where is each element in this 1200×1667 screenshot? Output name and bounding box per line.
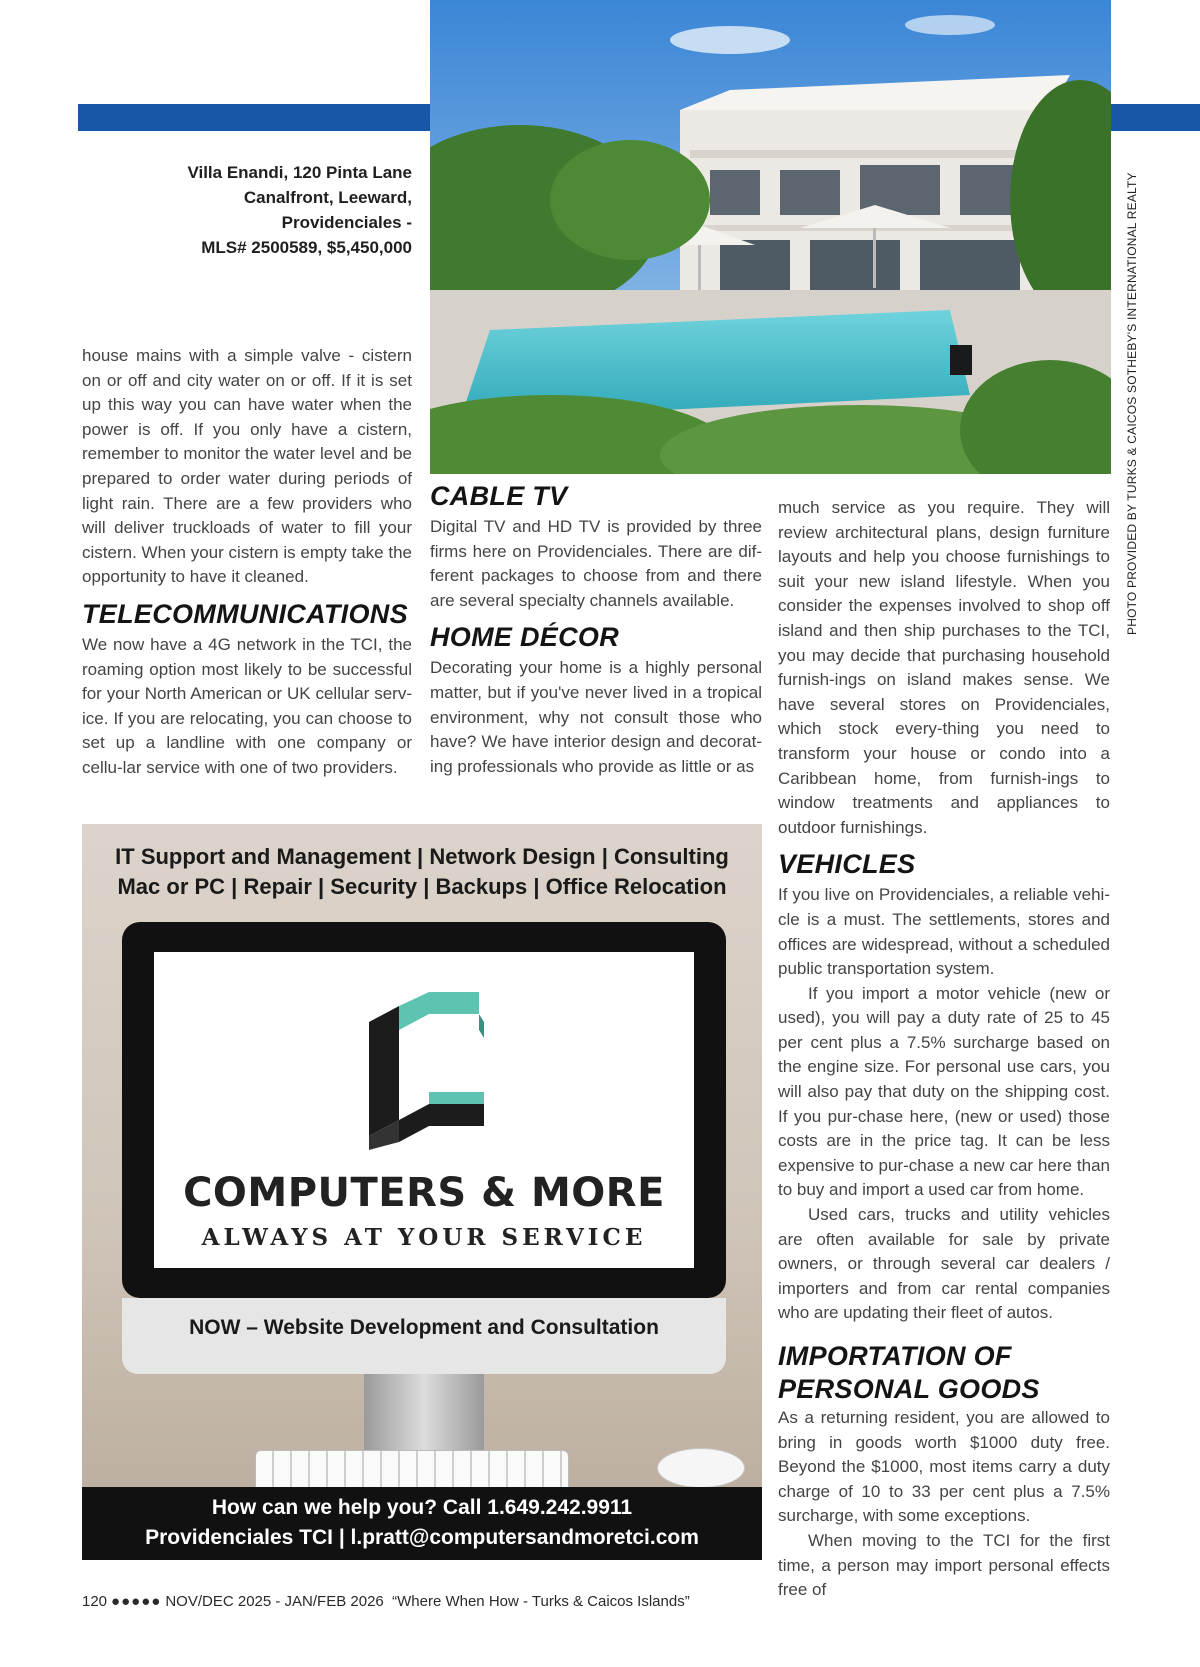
ad-services-line: Mac or PC | Repair | Security | Backups | Office Relocation <box>117 874 727 899</box>
monitor-screen <box>154 952 694 1268</box>
caption-line: Villa Enandi, 120 Pinta Lane <box>187 163 412 182</box>
ad-tagline: ALWAYS AT YOUR SERVICE <box>201 1224 647 1251</box>
publication-title: “Where When How - Turks & Caicos Islands” <box>392 1593 690 1610</box>
body-paragraph: Decorating your home is a highly personal matter, but if you've never lived in a tropical environment, why not consult those who have? We have interior design and decorat-ing professionals who provide as little or as <box>430 658 762 776</box>
column-right <box>778 496 1110 1603</box>
ad-contact-bar <box>82 1487 762 1560</box>
caption-line: Providenciales - <box>281 213 412 232</box>
ad-brand-name: COMPUTERS & MORE <box>183 1170 665 1216</box>
computers-and-more-logo <box>369 992 484 1150</box>
page-number: 120 <box>82 1593 108 1610</box>
heading-home-decor: HOME DÉCOR <box>430 622 620 653</box>
ad-now-offer: NOW – Website Development and Consultation <box>189 1316 659 1339</box>
caption-line: Canalfront, Leeward, <box>243 188 412 207</box>
villa-photo <box>430 0 1111 474</box>
column-left <box>82 344 412 781</box>
heading-telecommunications: TELECOMMUNICATIONS <box>82 598 408 629</box>
body-paragraph: When moving to the TCI for the first time, a person may import personal effects free of <box>778 1530 1110 1600</box>
caption-line: MLS# 2500589, $5,450,000 <box>201 238 412 257</box>
body-paragraph: As a returning resident, you are allowed to bring in goods worth $1000 duty free. Beyond the $1000, most items carry a duty charge of 10 to 33 per cent plus a 7.5% surcharge, with some exceptions. <box>778 1408 1110 1526</box>
accent-bar-left <box>78 104 430 131</box>
body-paragraph: Digital TV and HD TV is provided by three firms here on Providenciales. There are dif-ferent packages to choose from and there are several specialty channels available. <box>430 517 762 610</box>
photo-credit-text: PHOTO PROVIDED BY TURKS & CAICOS SOTHEBY'S INTERNATIONAL REALTY <box>1125 172 1139 635</box>
page-footer <box>82 1593 690 1610</box>
photo-credit <box>1125 160 1143 635</box>
heading-line: IMPORTATION OF <box>778 1341 1012 1371</box>
monitor-stand <box>364 1374 484 1450</box>
photo-caption <box>150 160 412 260</box>
body-paragraph: If you live on Providenciales, a reliable vehi-cle is a must. The settlements, stores and offices are widespread, without a scheduled public transportation system. <box>778 885 1110 979</box>
ad-services <box>82 842 762 902</box>
heading-cable-tv: CABLE TV <box>430 481 568 511</box>
ad-contact-phone: How can we help you? Call 1.649.242.9911 <box>211 1496 633 1519</box>
monitor-chin <box>122 1298 726 1374</box>
heading-vehicles: VEHICLES <box>778 849 916 880</box>
monitor-illustration <box>122 922 726 1298</box>
body-paragraph: Used cars, trucks and utility vehicles are often available for sale by private owners, or through several car dealers / importers and from car rental companies who are updating their fleet of autos. <box>778 1205 1110 1323</box>
body-paragraph: much service as you require. They will review architectural plans, design furniture layouts and help you choose furnishings to suit your new island lifestyle. When you consider the expenses involved to shop off island and then ship purchases to the TCI, you may decide that purchasing household furnish-ings on island makes sense. We have several stores on Providenciales, which stock every-thing you need to transform your house or condo into a Caribbean home, from furnish-ings to window treatments and appliances to outdoor furnishings. <box>778 498 1110 837</box>
body-paragraph: If you import a motor vehicle (new or used), you will pay a duty rate of 25 to 45 per cent plus a 7.5% surcharge based on the engine size. For personal use cars, you will also pay that duty on the shipping cost. If you pur-chase here, (new or used) those costs are in the price tag. It can be less expensive to pur-chase a new car here than to buy and import a used car from home. <box>778 983 1110 1200</box>
body-paragraph: We now have a 4G network in the TCI, the roaming option most likely to be successful for your North American or UK cellular serv-ice. If you are relocating, you can choose to set up a landline with one company or cellu-lar service with one of two providers. <box>82 634 412 777</box>
ad-contact-email: Providenciales TCI | l.pratt@computersandmoretci.com <box>145 1526 699 1549</box>
footer-dots: ●●●●● <box>111 1593 162 1610</box>
mouse-illustration <box>657 1448 745 1488</box>
issue-date: NOV/DEC 2025 - JAN/FEB 2026 <box>165 1593 384 1610</box>
accent-bar-right <box>1111 104 1200 131</box>
column-middle <box>430 480 762 779</box>
heading-importation <box>778 1340 1110 1406</box>
computers-and-more-ad <box>82 824 762 1560</box>
heading-line: PERSONAL GOODS <box>778 1374 1040 1404</box>
body-paragraph: house mains with a simple valve - cistern on or off and city water on or off. If it is set up this way you can have water when the power is off. If you only have a cistern, remember to monitor the water level and be prepared to order water during periods of light rain. There are a few providers who will deliver truckloads of water to fill your cistern. When your cistern is empty take the opportunity to have it cleaned. <box>82 346 412 587</box>
ad-services-line: IT Support and Management | Network Design | Consulting <box>115 844 729 869</box>
